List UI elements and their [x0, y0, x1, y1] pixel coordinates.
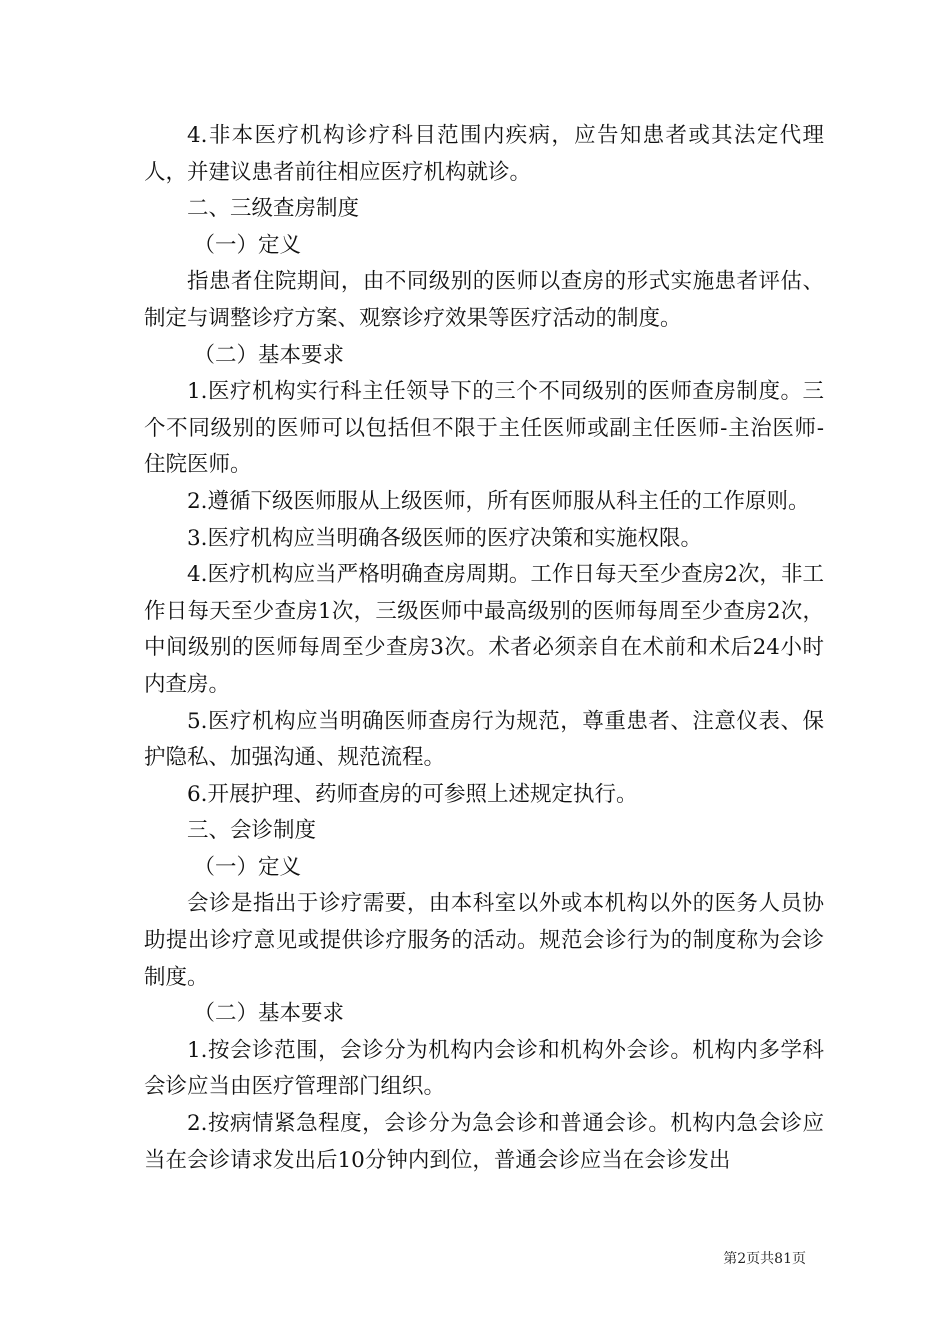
- paragraph: 3.医疗机构应当明确各级医师的医疗决策和实施权限。: [187, 525, 703, 551]
- document-body: [144, 118, 824, 1179]
- subsection-heading: （二）基本要求: [193, 1001, 344, 1027]
- paragraph: 会诊是指出于诊疗需要，由本科室以外或本机构以外的医务人员协助提出诊疗意见或提供诊疗服务的活动。规范会诊行为的制度称为会诊制度。: [144, 891, 824, 990]
- subsection-heading: （一）定义: [193, 232, 301, 258]
- section-heading: 二、三级查房制度: [187, 196, 360, 222]
- paragraph: 2.按病情紧急程度，会诊分为急会诊和普通会诊。机构内急会诊应当在会诊请求发出后10分钟内到位，普通会诊应当在会诊发出: [144, 1111, 824, 1173]
- section-heading: 三、会诊制度: [187, 818, 317, 844]
- paragraph: 4.医疗机构应当严格明确查房周期。工作日每天至少查房2次，非工作日每天至少查房1次，三级医师中最高级别的医师每周至少查房2次，中间级别的医师每周至少查房3次。术者必须亲自在术前和术后24小时内查房。: [144, 562, 824, 697]
- paragraph: 2.遵循下级医师服从上级医师，所有医师服从科主任的工作原则。: [187, 488, 810, 514]
- paragraph: 4.非本医疗机构诊疗科目范围内疾病，应告知患者或其法定代理人，并建议患者前往相应医疗机构就诊。: [144, 123, 824, 185]
- paragraph: 指患者住院期间，由不同级别的医师以查房的形式实施患者评估、制定与调整诊疗方案、观察诊疗效果等医疗活动的制度。: [144, 269, 824, 331]
- paragraph: 1.按会诊范围，会诊分为机构内会诊和机构外会诊。机构内多学科会诊应当由医疗管理部门组织。: [144, 1037, 824, 1100]
- paragraph: 6.开展护理、药师查房的可参照上述规定执行。: [187, 781, 638, 807]
- paragraph: 5.医疗机构应当明确医师查房行为规范，尊重患者、注意仪表、保护隐私、加强沟通、规范流程。: [144, 708, 824, 771]
- paragraph: 1.医疗机构实行科主任领导下的三个不同级别的医师查房制度。三个不同级别的医师可以包括但不限于主任医师或副主任医师-主治医师-住院医师。: [144, 379, 824, 478]
- subsection-heading: （一）定义: [193, 854, 301, 880]
- subsection-heading: （二）基本要求: [193, 342, 344, 368]
- page-number-footer: 第2页共81页: [723, 1251, 806, 1267]
